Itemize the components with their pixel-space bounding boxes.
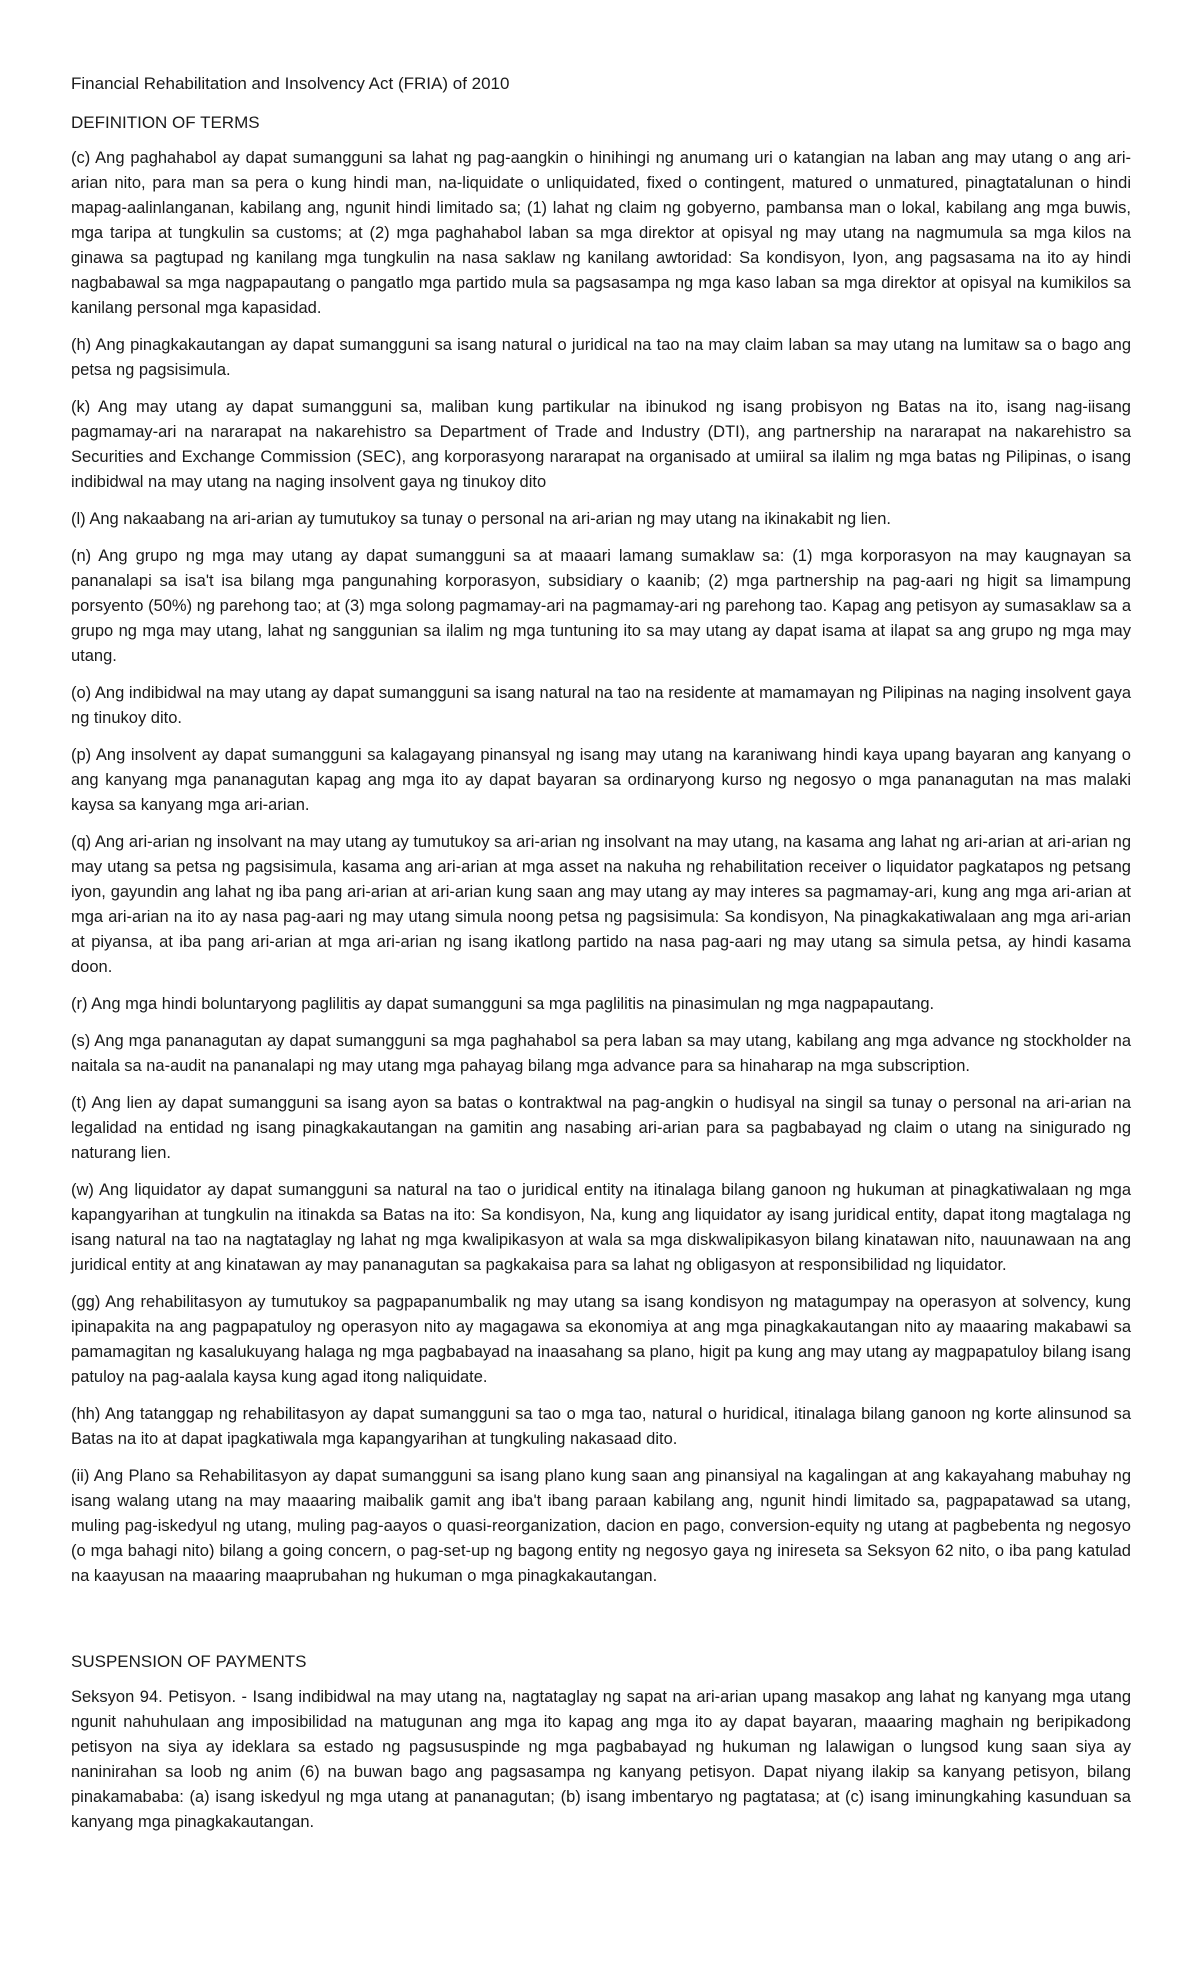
- definition-paragraph-o: (o) Ang indibidwal na may utang ay dapat sumangguni sa isang natural na tao na residente at mamamayan ng Pilipinas na naging insolvent gaya ng tinukoy dito.: [71, 684, 1131, 727]
- section-heading-suspension-of-payments: SUSPENSION OF PAYMENTS: [71, 1652, 307, 1671]
- definition-paragraph-w: (w) Ang liquidator ay dapat sumangguni sa natural na tao o juridical entity na itinalaga bilang ganoon ng hukuman at pinagkatiwalaan ng mga kapangyarihan at tungkulin na itinakda sa Batas na ito: Sa kondisyon, Na, kung ang liquidator ay isang juridical entity, dapat itong magtalaga ng isang natural na tao na nagtataglay ng lahat ng mga kwalipikasyon at wala sa mga diskwalipikasyon bilang kinatawan nito, nauunawaan na ang juridical entity at ang kinatawan ay may pananagutan sa pagkakaisa para sa lahat ng obligasyon at responsibilidad ng liquidator.: [71, 1181, 1131, 1274]
- document-title: Financial Rehabilitation and Insolvency Act (FRIA) of 2010: [71, 74, 510, 93]
- definition-paragraph-h: (h) Ang pinagkakautangan ay dapat sumangguni sa isang natural o juridical na tao na may claim laban sa may utang na lumitaw sa o bago ang petsa ng pagsisimula.: [71, 336, 1131, 379]
- definition-paragraph-gg: (gg) Ang rehabilitasyon ay tumutukoy sa pagpapanumbalik ng may utang sa isang kondisyon ng matagumpay na operasyon at solvency, kung ipinapakita na ang pagpapatuloy ng operasyon nito ay magagawa sa ekonomiya at ang mga pinagkakautangan nito ay maaaring makabawi sa pamamagitan ng kasalukuyang halaga ng mga pagbabayad na inaasahang sa plano, higit pa kung ang may utang ay magpapatuloy bilang isang patuloy na pag-aalala kaysa kung agad itong naliquidate.: [71, 1293, 1131, 1386]
- section-spacer: [71, 1601, 1131, 1651]
- section-94-paragraph: Seksyon 94. Petisyon. - Isang indibidwal na may utang na, nagtataglay ng sapat na ari-arian upang masakop ang lahat ng kanyang mga utang ngunit nahuhulaan ang imposibilidad na matugunan ang mga ito kapag ang mga ito ay dapat bayaran, maaaring maghain ng beripikadong petisyon na siya ay ideklara sa estado ng pagsususpinde ng mga pagbabayad ng hukuman ng lalawigan o lungsod kung saan siya ay naninirahan sa loob ng anim (6) na buwan bago ang pagsasampa ng kanyang petisyon. Dapat niyang ilakip sa kanyang petisyon, bilang pinakamababa: (a) isang iskedyul ng mga utang at pananagutan; (b) isang imbentaryo ng pagtatasa; at (c) isang iminungkahing kasunduan sa kanyang mga pinagkakautangan.: [71, 1688, 1131, 1831]
- definition-paragraph-ii: (ii) Ang Plano sa Rehabilitasyon ay dapat sumangguni sa isang plano kung saan ang pinansiyal na kagalingan at ang kakayahang mabuhay ng isang walang utang na may maaaring maibalik gamit ang iba't ibang paraan kabilang ang, ngunit hindi limitado sa, pagpapatawad sa utang, muling pag-iskedyul ng utang, muling pag-aayos o quasi-reorganization, dacion en pago, conversion-equity ng utang at pagbebenta ng negosyo (o mga bahagi nito) bilang a going concern, o pag-set-up ng bagong entity ng negosyo gaya ng inireseta sa Seksyon 62 nito, o iba pang katulad na kaayusan na maaaring maaprubahan ng hukuman o mga pinagkakautangan.: [71, 1467, 1131, 1585]
- definition-paragraph-n: (n) Ang grupo ng mga may utang ay dapat sumangguni sa at maaari lamang sumaklaw sa: (1) mga korporasyon na may kaugnayan sa pananalapi sa isa't isa bilang mga pangunahing korporasyon, subsidiary o kaanib; (2) mga partnership na pag-aari ng higit sa limampung porsyento (50%) ng parehong tao; at (3) mga solong pagmamay-ari na pagmamay-ari ng parehong tao. Kapag ang petisyon ay sumasaklaw sa a grupo ng mga may utang, lahat ng sanggunian sa ilalim ng mga tuntuning ito sa may utang ay dapat isama at ilapat sa ang grupo ng mga may utang.: [71, 547, 1131, 665]
- definition-paragraph-r: (r) Ang mga hindi boluntaryong paglilitis ay dapat sumangguni sa mga paglilitis na pinasimulan ng mga nagpapautang.: [71, 995, 935, 1013]
- definition-paragraph-s: (s) Ang mga pananagutan ay dapat sumangguni sa mga paghahabol sa pera laban sa may utang, kabilang ang mga advance ng stockholder na naitala sa na-audit na pananalapi ng may utang mga pahayag bilang mga advance para sa hinaharap na mga subscription.: [71, 1032, 1131, 1075]
- definition-paragraph-k: (k) Ang may utang ay dapat sumangguni sa, maliban kung partikular na ibinukod ng isang probisyon ng Batas na ito, isang nag-iisang pagmamay-ari na nararapat na nakarehistro sa Department of Trade and Industry (DTI), ang partnership na nararapat na nakarehistro sa Securities and Exchange Commission (SEC), ang korporasyong nararapat na organisado at umiiral sa ilalim ng mga batas ng Pilipinas, o isang indibidwal na may utang na naging insolvent gaya ng tinukoy dito: [71, 398, 1131, 491]
- section-heading-definition-of-terms: DEFINITION OF TERMS: [71, 113, 260, 132]
- definition-paragraph-t: (t) Ang lien ay dapat sumangguni sa isang ayon sa batas o kontraktwal na pag-angkin o hudisyal na singil sa tunay o personal na ari-arian na legalidad na entidad ng isang pinagkakautangan na gamitin ang nasabing ari-arian para sa pagbabayad ng claim o utang na sinigurado ng naturang lien.: [71, 1094, 1131, 1162]
- definition-paragraph-q: (q) Ang ari-arian ng insolvant na may utang ay tumutukoy sa ari-arian ng insolvant na may utang, na kasama ang lahat ng ari-arian at ari-arian ng may utang sa petsa ng pagsisimula, kasama ang ari-arian at mga asset na nakuha ng rehabilitation receiver o liquidator pagkatapos ng petsang iyon, gayundin ang lahat ng iba pang ari-arian at ari-arian kung saan ang may utang ay may interes sa pagmamay-ari, kung ang mga ari-arian at mga ari-arian na ito ay nasa pag-aari ng may utang simula noong petsa ng pagsisimula: Sa kondisyon, Na pinagkakatiwalaan ang mga ari-arian at piyansa, at iba pang ari-arian at mga ari-arian ng isang ikatlong partido na nasa pag-aari ng may utang sa simula petsa, ay hindi kasama doon.: [71, 833, 1131, 976]
- definition-paragraph-p: (p) Ang insolvent ay dapat sumangguni sa kalagayang pinansyal ng isang may utang na karaniwang hindi kaya upang bayaran ang kanyang o ang kanyang mga pananagutan kapag ang mga ito ay dapat bayaran sa ordinaryong kurso ng negosyo o mga pananagutan na mas malaki kaysa sa kanyang mga ari-arian.: [71, 746, 1131, 814]
- definition-paragraph-hh: (hh) Ang tatanggap ng rehabilitasyon ay dapat sumangguni sa tao o mga tao, natural o huridical, itinalaga bilang ganoon ng korte alinsunod sa Batas na ito at dapat ipagkatiwala mga kapangyarihan at tungkuling nakasaad dito.: [71, 1405, 1131, 1448]
- document-page: [71, 73, 1131, 1847]
- definition-paragraph-c: (c) Ang paghahabol ay dapat sumangguni sa lahat ng pag-aangkin o hinihingi ng anumang uri o katangian na laban ang may utang o ang ari-arian nito, para man sa pera o kung hindi man, na-liquidate o unliquidated, fixed o contingent, matured o unmatured, pinagtatalunan o hindi mapag-aalinlanganan, kabilang ang, ngunit hindi limitado sa; (1) lahat ng claim ng gobyerno, pambansa man o lokal, kabilang ang mga buwis, mga taripa at tungkulin sa customs; at (2) mga paghahabol laban sa mga direktor at opisyal ng may utang na nagmumula sa mga kilos na ginawa sa pagtupad ng kanilang mga tungkulin na nasa saklaw ng kanilang awtoridad: Sa kondisyon, Iyon, ang pagsasama na ito ay hindi nagbabawal sa mga nagpapautang o pangatlo mga partido mula sa pagsasampa ng mga kaso laban sa mga direktor at opisyal na kumikilos sa kanilang personal mga kapasidad.: [71, 149, 1131, 317]
- definition-paragraph-l: (l) Ang nakaabang na ari-arian ay tumutukoy sa tunay o personal na ari-arian ng may utang na ikinakabit ng lien.: [71, 510, 891, 528]
